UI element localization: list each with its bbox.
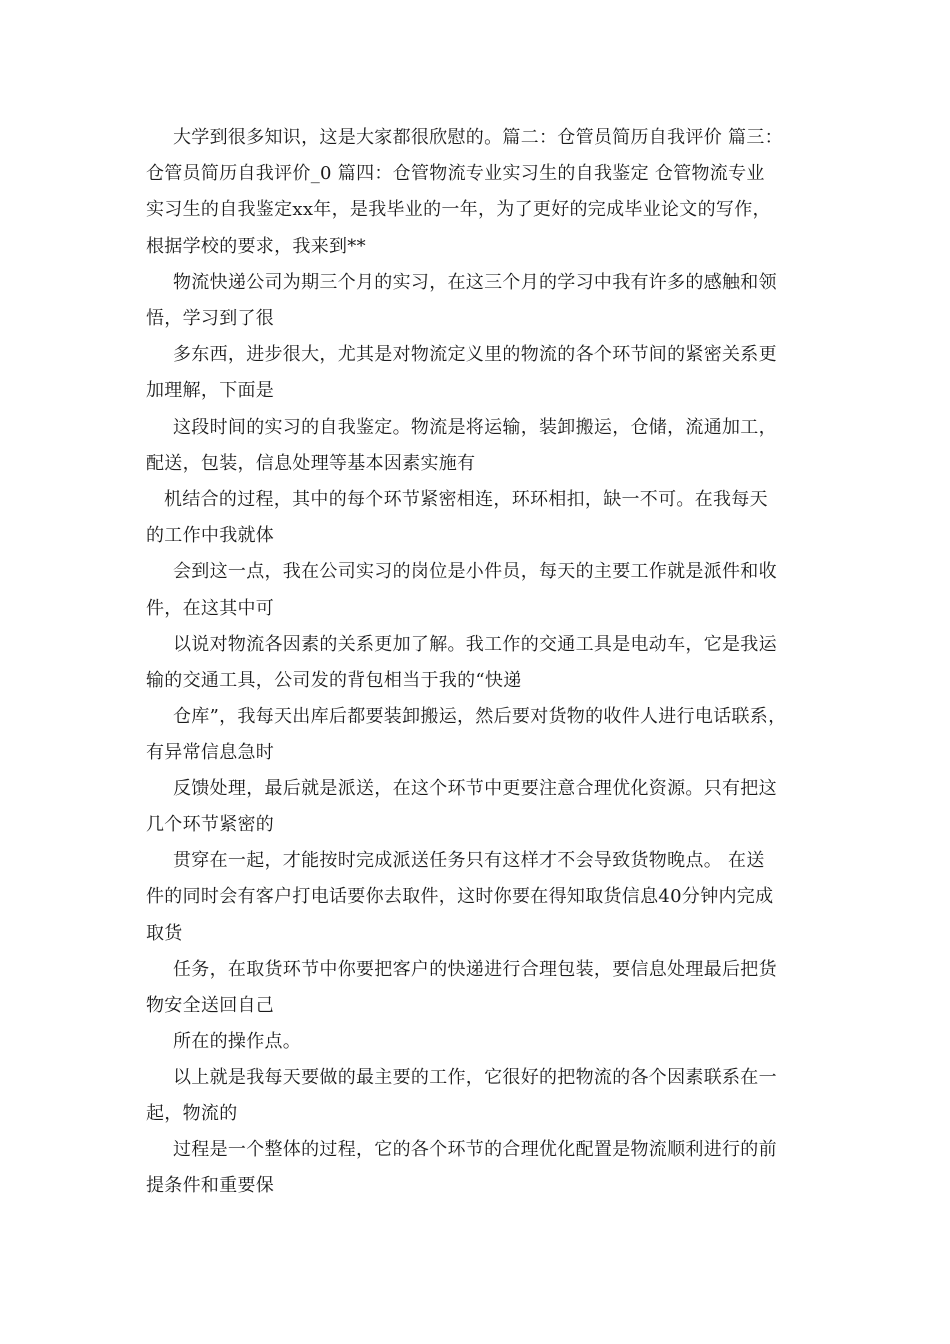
text-line: 取货 [146, 923, 183, 944]
text-line: 机结合的过程，其中的每个环节紧密相连，环环相扣，缺一不可。在我每天 [164, 489, 768, 510]
text-line: 起，物流的 [146, 1103, 238, 1124]
text-line: 根据学校的要求，我来到** [146, 236, 366, 257]
text-line: 大学到很多知识，这是大家都很欣慰的。篇二：仓管员简历自我评价 篇三： [173, 127, 783, 148]
text-line: 仓库”，我每天出库后都要装卸搬运，然后要对货物的收件人进行电话联系， [173, 706, 787, 727]
text-line: 配送，包装，信息处理等基本因素实施有 [146, 453, 476, 474]
text-line: 的工作中我就体 [146, 525, 275, 546]
text-line: 实习生的自我鉴定xx年，是我毕业的一年，为了更好的完成毕业论文的写作， [146, 199, 771, 220]
text-line: 任务，在取货环节中你要把客户的快递进行合理包装，要信息处理最后把货 [173, 959, 777, 980]
text-line: 过程是一个整体的过程，它的各个环节的合理优化配置是物流顺利进行的前 [173, 1139, 777, 1160]
text-line: 仓管员简历自我评价_0 篇四：仓管物流专业实习生的自我鉴定 仓管物流专业 [146, 163, 765, 184]
text-line: 几个环节紧密的 [146, 814, 275, 835]
text-line: 以说对物流各因素的关系更加了解。我工作的交通工具是电动车，它是我运 [173, 634, 777, 655]
text-line: 加理解，下面是 [146, 380, 275, 401]
text-line: 物安全送回自己 [146, 995, 275, 1016]
text-line: 悟，学习到了很 [146, 308, 275, 329]
text-line: 件，在这其中可 [146, 598, 275, 619]
text-line: 以上就是我每天要做的最主要的工作，它很好的把物流的各个因素联系在一 [173, 1067, 777, 1088]
text-line: 多东西，进步很大，尤其是对物流定义里的物流的各个环节间的紧密关系更 [173, 344, 777, 365]
text-line: 会到这一点，我在公司实习的岗位是小件员，每天的主要工作就是派件和收 [173, 561, 777, 582]
text-line: 输的交通工具，公司发的背包相当于我的“快递 [146, 670, 522, 691]
text-line: 物流快递公司为期三个月的实习，在这三个月的学习中我有许多的感触和领 [173, 272, 777, 293]
text-line: 贯穿在一起，才能按时完成派送任务只有这样才不会导致货物晚点。 在送 [173, 850, 765, 871]
text-line: 这段时间的实习的自我鉴定。物流是将运输，装卸搬运，仓储，流通加工， [173, 417, 777, 438]
text-line: 提条件和重要保 [146, 1175, 275, 1196]
text-line: 件的同时会有客户打电话要你去取件，这时你要在得知取货信息40分钟内完成 [146, 886, 774, 907]
text-line: 有异常信息急时 [146, 742, 275, 763]
text-line: 所在的操作点。 [173, 1031, 302, 1052]
text-line: 反馈处理，最后就是派送，在这个环节中更要注意合理优化资源。只有把这 [173, 778, 777, 799]
